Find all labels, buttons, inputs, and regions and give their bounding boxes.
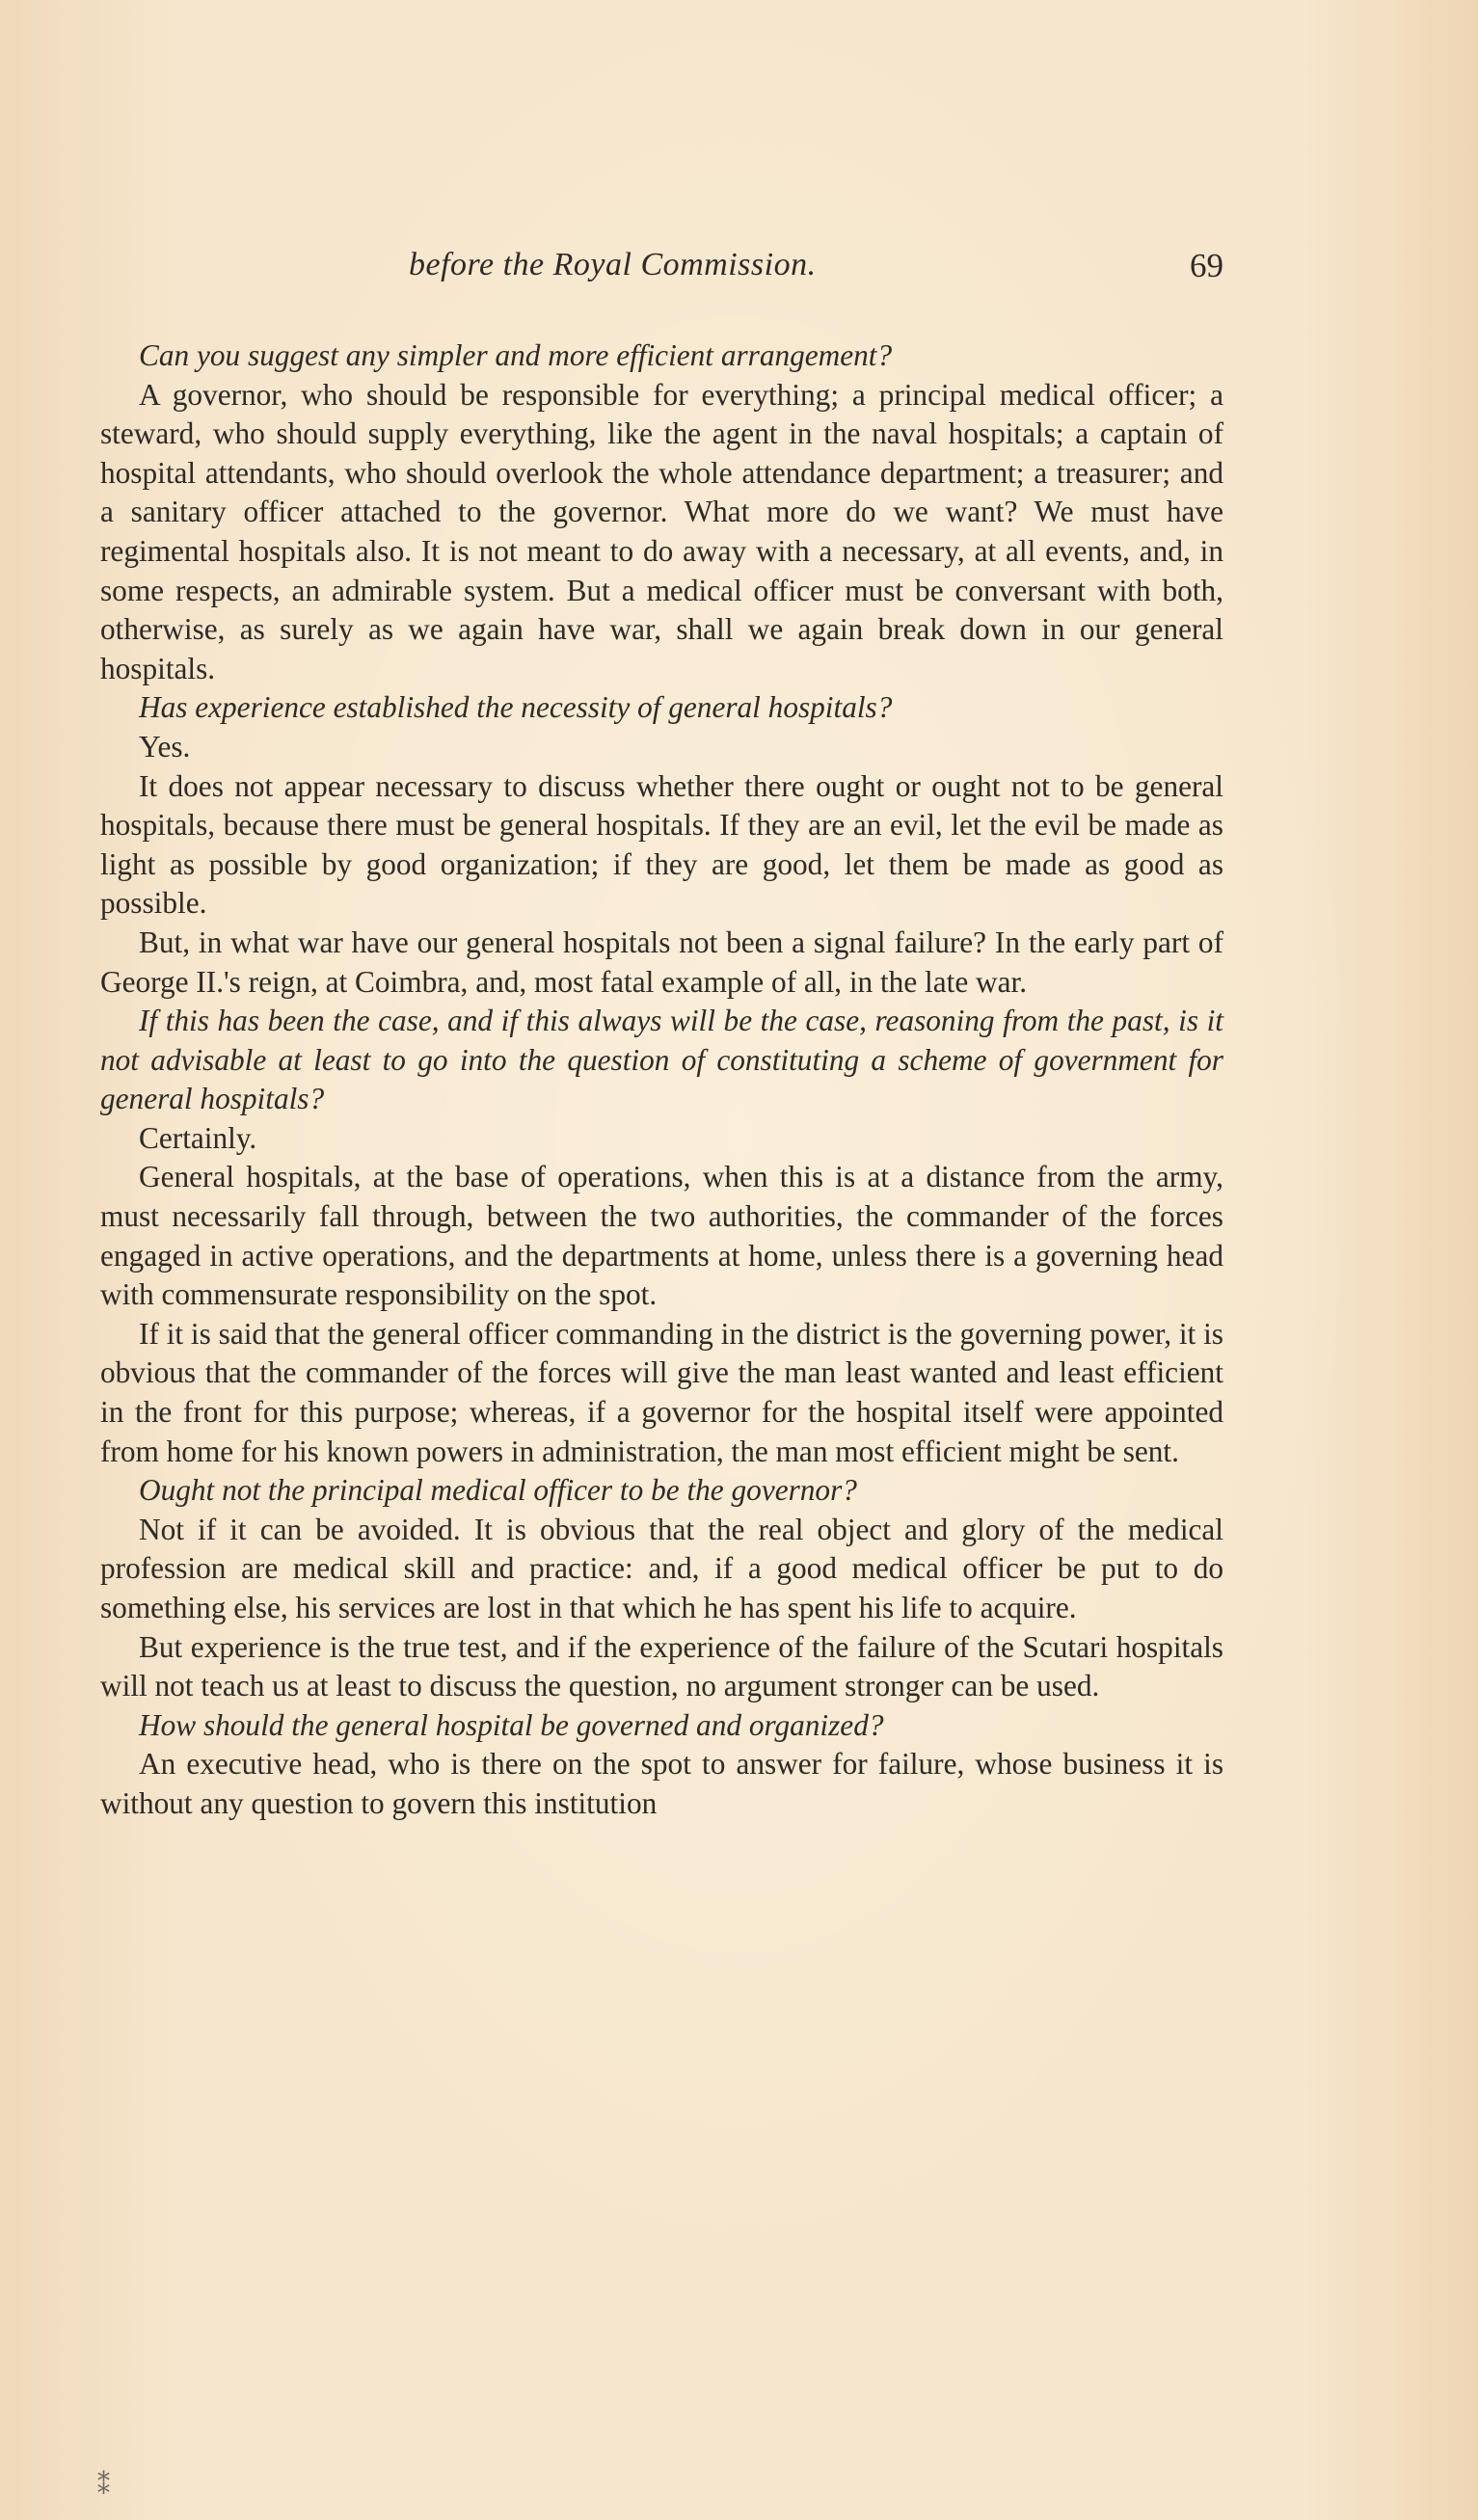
question-paragraph: Can you suggest any simpler and more efficient arrangement? xyxy=(139,338,893,372)
answer-paragraph: General hospitals, at the base of operations, when this is at a distance from the army, must necessarily fall through, between the two authorities, the commander of the forces engaged in active operations, and the departments at home, unless there is a governing head with commensurate responsibility on the spot. xyxy=(100,1160,1223,1312)
printer-mark-icon: ⁑ xyxy=(97,2472,110,2500)
question-paragraph: If this has been the case, and if this always will be the case, reasoning from the past, is it not advisable at least to go into the question of constituting a scheme of government for general hospitals? xyxy=(100,1004,1223,1116)
question-paragraph: Ought not the principal medical officer to be the governor? xyxy=(139,1473,857,1508)
answer-paragraph: A governor, who should be responsible for everything; a principal medical officer; a steward, who should supply everything, like the agent in the naval hospitals; a captain of hospital attendants, who should overlook the whole attendance department; a treasurer; and a sanitary officer attached to the governor. What more do we want? We must have regimental hospitals also. It is not meant to do away with a necessary, at all events, and, in some respects, an admirable system. But a medical officer must be conversant with both, otherwise, as surely as we again have war, shall we again break down in our general hospitals. xyxy=(100,377,1223,685)
answer-paragraph: An executive head, who is there on the spot to answer for failure, whose business it is without any question to govern this institution xyxy=(100,1747,1223,1820)
answer-paragraph: But experience is the true test, and if the experience of the failure of the Scutari hospitals will not teach us at least to discuss the question, no argument stronger can be used. xyxy=(100,1629,1223,1703)
answer-paragraph: Not if it can be avoided. It is obvious that the real object and glory of the medical profession are medical skill and practice: and, if a good medical officer be put to do something else, his services are lost in that which he has spent his life to acquire. xyxy=(100,1512,1223,1624)
body-text xyxy=(100,336,1223,1824)
answer-paragraph: Certainly. xyxy=(139,1120,257,1155)
question-paragraph: Has experience established the necessity of general hospitals? xyxy=(139,690,893,725)
answer-paragraph: It does not appear necessary to discuss whether there ought or ought not to be general hospitals, because there must be general hospitals. If they are an evil, let the evil be made as light as possible by good organization; if they are good, let them be made as good as possible. xyxy=(100,768,1223,921)
page-number: 69 xyxy=(1190,247,1223,284)
page-header xyxy=(100,247,1223,293)
answer-paragraph: But, in what war have our general hospitals not been a signal failure? In the early part of George II.'s reign, at Coimbra, and, most fatal example of all, in the late war. xyxy=(100,925,1223,999)
answer-paragraph: If it is said that the general officer commanding in the district is the governing power, it is obvious that the commander of the forces will give the man least wanted and least efficient in the front for this purpose; whereas, if a governor for the hospital itself were appointed from home for his known powers in administration, the man most efficient might be sent. xyxy=(100,1316,1223,1468)
running-head: before the Royal Commission. xyxy=(409,247,817,282)
question-paragraph: How should the general hospital be governed and organized? xyxy=(139,1707,884,1742)
answer-paragraph: Yes. xyxy=(139,729,191,764)
